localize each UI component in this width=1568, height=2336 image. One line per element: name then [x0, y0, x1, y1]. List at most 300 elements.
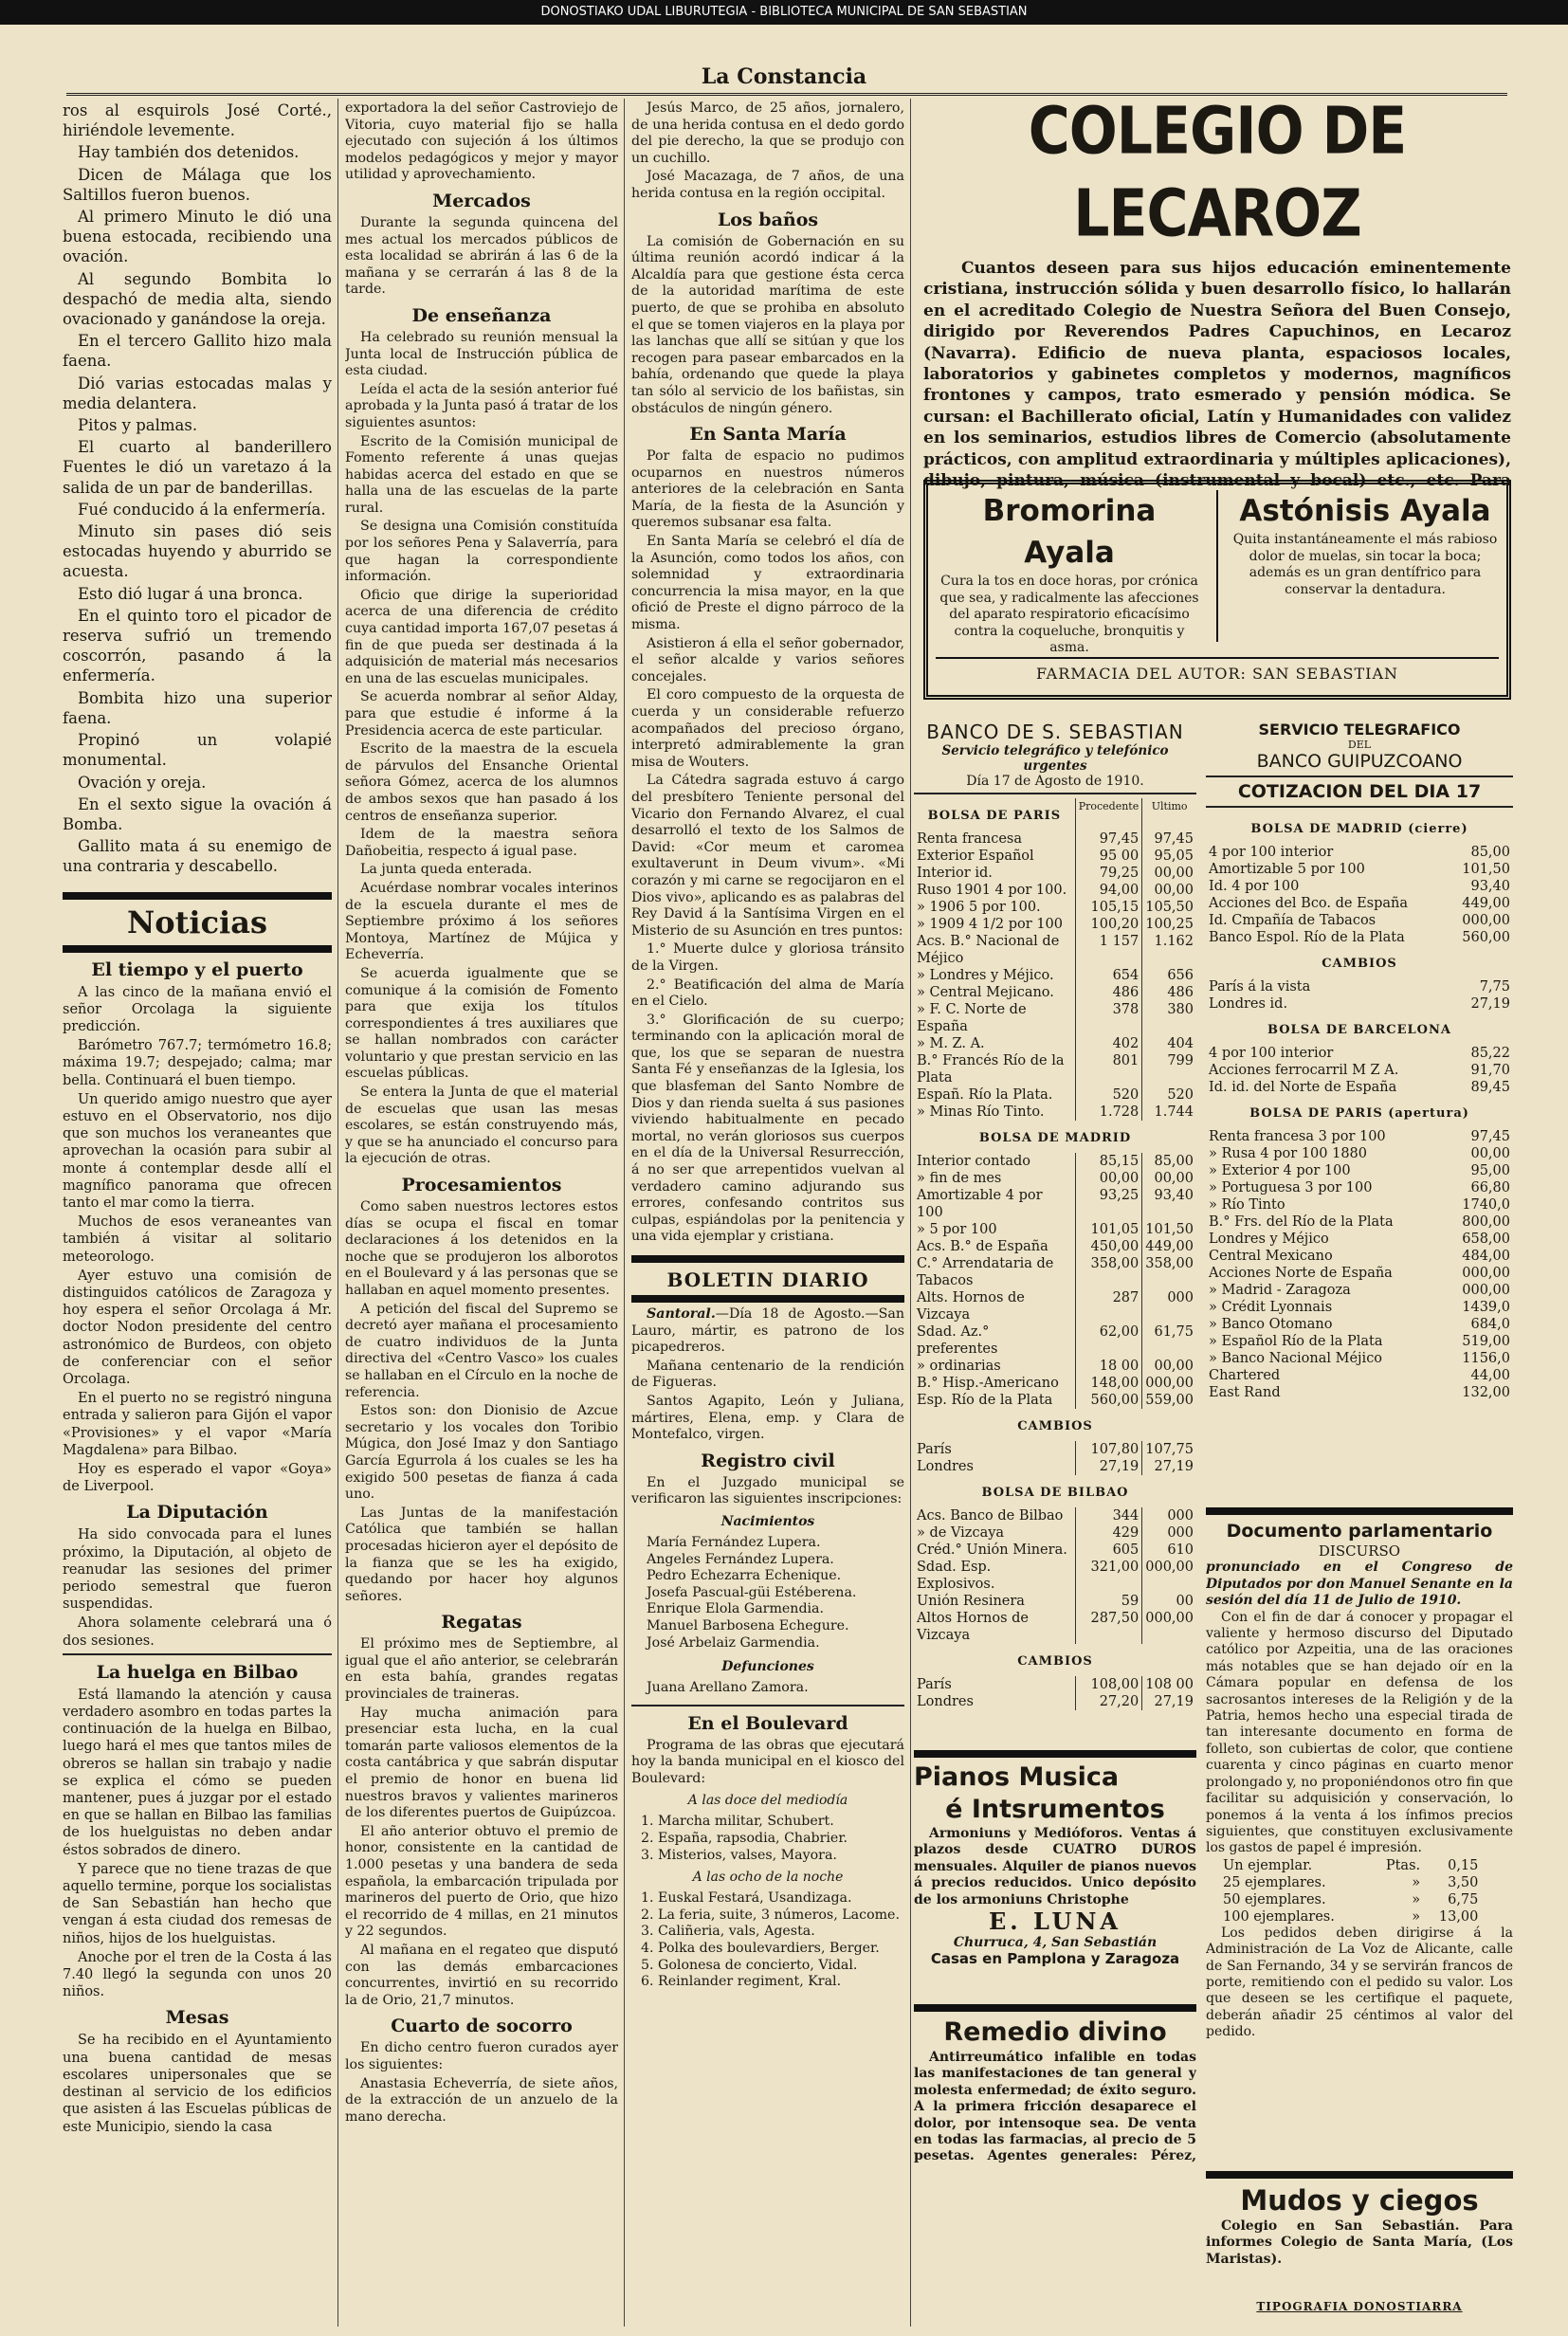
banco-subtitle: Servicio telegráfico y telefónico	[941, 743, 1169, 758]
list-item: Manuel Barbosena Echegure.	[647, 1617, 849, 1633]
list-item: 4. Polka des boulevardiers, Berger.	[641, 1941, 880, 1957]
article-text: Dicen de Málaga que los Saltillos fueron buenos.	[63, 165, 332, 204]
table-value-cell: 00,00	[1142, 865, 1196, 882]
article-text: Oficio que dirige la superioridad acerca de una diferencia de crédito cuya cantidad importa 167,07 pesetas á fin de que pueda ser destinada á la adquisición de material más necesarios en una de las escuelas municipales.	[345, 587, 618, 686]
article-text: El año anterior obtuvo el premio de honor, consistente en la cantidad de 1.000 pesetas y una bandera de seda española, la embarcación tripulada por marineros del puerto de Orio, que hizo el recorrido de 4 millas, en 21 minutos y 22 segundos.	[345, 1823, 618, 1940]
article-text: Bombita hizo una superior faena.	[63, 688, 332, 727]
section-divider	[63, 892, 332, 900]
table-value-cell: 95,00	[1470, 1163, 1510, 1178]
table-value-cell: 000,00	[1462, 913, 1510, 928]
imprint: TIPOGRAFIA DONOSTIARRA	[1256, 2300, 1463, 2313]
table-label-cell: Londres	[917, 1694, 974, 1709]
subheading-noon: A las doce del mediodía	[687, 1793, 848, 1809]
table-label-cell: Alts. Hornos de Vizcaya	[917, 1290, 1025, 1323]
heading-boulevard: En el Boulevard	[687, 1712, 848, 1734]
table-row	[1206, 929, 1513, 946]
table-row	[914, 1524, 1196, 1542]
lecaroz-title: COLEGIO DE LECAROZ	[1028, 100, 1407, 252]
table-label-cell: Londres id.	[1209, 996, 1288, 1012]
remedio-ad	[914, 2004, 1196, 2165]
article-text: Ahora solamente celebrará una ó dos sesiones.	[63, 1615, 332, 1649]
article-text: Ayer estuvo una comisión de distinguidos católicos de Zaragoza y hoy espera el señor Orcolaga á Mr. doctor Nodon presidente del centro astronómico de Burdeos, con objeto de conferenciar con el señor Orcolaga.	[63, 1268, 332, 1387]
table-row	[914, 865, 1196, 882]
table-row	[914, 1542, 1196, 1559]
table-row	[914, 882, 1196, 899]
table-value-cell: 658,00	[1462, 1232, 1510, 1247]
article-text: 1.° Muerte dulce y gloriosa tránsito de la Virgen.	[631, 941, 904, 974]
table-label-cell: B.° Francés Río de la Plata	[917, 1053, 1065, 1086]
banco-guipuzcoano	[1206, 721, 1513, 1500]
table-label-cell: Créd.° Unión Minera.	[917, 1542, 1067, 1558]
table-value-cell: 3,50	[1448, 1874, 1479, 1890]
guip-title: BANCO GUIPUZCOANO	[1256, 751, 1463, 772]
table-row	[914, 1676, 1196, 1693]
table-label-cell: » Minas Río Tinto.	[917, 1104, 1045, 1120]
table-label-cell: » Río Tinto	[1209, 1197, 1285, 1213]
pianos-title: é Intsrumentos	[945, 1795, 1165, 1824]
article-text: Dió varias estocadas malas y media delantera.	[63, 374, 332, 412]
table-value-cell: 101,05	[1075, 1221, 1142, 1238]
article-text: —Día 18 de Agosto.—San Lauro, mártir, es patrono de los picapedreros.	[631, 1306, 904, 1356]
table-value-cell: 108 00	[1142, 1676, 1196, 1693]
table-value-cell: 79,25	[1075, 865, 1142, 882]
table-row	[1206, 861, 1513, 878]
program-list	[631, 1814, 904, 1864]
table-value-cell: 000,00	[1142, 1610, 1196, 1644]
table-row	[914, 1593, 1196, 1610]
table-label-cell: 25 ejemplares.	[1223, 1874, 1326, 1890]
program-list	[631, 1890, 904, 1991]
divider	[914, 1750, 1196, 1758]
table-value-cell: 13,00	[1438, 1908, 1479, 1925]
article-text: Fué conducido á la enfermería.	[78, 500, 326, 519]
table-value-cell: 656	[1142, 967, 1196, 984]
column-3	[631, 100, 904, 2327]
article-text: Se acuerda igualmente que se comunique á la comisión de Fomento para que exija los títulos correspondientes á tres auxiliares que se hallan nombrados con carácter voluntario y que prestan servicio en las escuelas públicas.	[345, 965, 618, 1082]
table-value-cell: 380	[1142, 1001, 1196, 1035]
article-text: Al segundo Bombita lo despachó de media alta, siendo ovacionado y ganándose la oreja.	[63, 269, 332, 329]
column-header: BOLSA DE PARIS	[927, 809, 1062, 823]
table-value-cell: 559,00	[1142, 1392, 1196, 1409]
table-value-cell: 00,00	[1142, 1358, 1196, 1375]
table-label-cell: Esp. Río de la Plata	[917, 1393, 1053, 1408]
heading-boletin: BOLETIN DIARIO	[666, 1268, 869, 1291]
table-value-cell: 107,80	[1075, 1441, 1142, 1458]
article-text: Muchos de esos veraneantes van también á visitar al solitario meteorologo.	[63, 1214, 332, 1265]
remedio-text: Antirreumático infalible en todas las manifestaciones de tan general y molesta enfermedad; de éxito seguro. A la primera fricción desaparece el dolor, por intensoque sea. De venta en todas las farmacias, al precio de 5 pesetas. Agentes generales: Pérez,	[914, 2050, 1196, 2164]
table-row	[914, 1035, 1196, 1052]
table-value-cell: 100,20	[1075, 916, 1142, 933]
article-text: El próximo mes de Septiembre, al igual que el año anterior, se celebrarán en esta bahía, grandes regatas provinciales de traineras.	[345, 1636, 618, 1703]
table-value-cell: 59	[1075, 1593, 1142, 1610]
mudos-text: Colegio en San Sebastián. Para informes Colegio de Santa María, (Los Maristas).	[1206, 2218, 1513, 2267]
table-label-cell: Españ. Río la Plata.	[917, 1087, 1053, 1103]
table-row	[914, 1187, 1196, 1221]
column-rule	[337, 99, 338, 2327]
table-value-cell: 1740,0	[1462, 1197, 1510, 1213]
table-label-cell: París á la vista	[1209, 979, 1311, 995]
article-text: Como saben nuestros lectores estos días se ocupa el fiscal en tomar declaraciones á los detenidos en la noche que se produjeron los alborotos en el Boulevard y á las personas que se hallaban en aquel momento presentes.	[345, 1199, 618, 1298]
table-row	[1206, 1145, 1513, 1162]
article-text: Idem de la maestra señora Dañobeitia, respecto á igual pase.	[345, 827, 618, 859]
list-item: Pedro Echezarra Echenique.	[647, 1568, 842, 1584]
article-text: El coro compuesto de la orquesta de cuerda y un considerable refuerzo acompañados del precioso órgano, interpretó admirablemente la gran misa de Wouters.	[631, 687, 904, 770]
table-label-cell: » Crédit Lyonnais	[1209, 1300, 1333, 1315]
table-row	[914, 848, 1196, 865]
article-text: exportadora la del señor Castroviejo de Vitoria, cuyo material fijo se halla ejecutado con sujeción á los últimos modelos pedagógicos y mejor y mayor utilidad y aprovechamiento.	[345, 100, 618, 183]
pianos-ad	[914, 1750, 1196, 1987]
article-text: 3.° Glorificación de su cuerpo; terminando con la aplicación moral de que, los que se separan de nuestra Santa Fé y enseñanzas de la Iglesia, los que blasfeman del Santo Nombre de Dios y dan rienda suelta á sus pasiones viviendo habitualmente en pecado mortal, no verán gloriosos sus cuerpos en el día de la Universal Resurrección, á no ser que arrepentidos vuelvan al verdadero camino adjurando sus errores, confesando contritos sus culpas, espiándolas por la penitencia y una vida ejemplar y cristiana.	[631, 1012, 904, 1245]
table-section-header: CAMBIOS	[1017, 1654, 1093, 1669]
table-label-cell: » de Vizcaya	[917, 1525, 1005, 1541]
table-value-cell: 00,00	[1142, 1170, 1196, 1187]
table-value-cell: 287	[1075, 1289, 1142, 1323]
article-text: En Santa María se celebró el día de la Asunción, como todos los años, con solemnidad y extraordinaria concurrencia la misa mayor, en la que ofició de Preste el digno párroco de la misma.	[631, 534, 904, 633]
table-value-cell: 000,00	[1142, 1559, 1196, 1593]
table-label-cell: Id. 4 por 100	[1209, 879, 1300, 894]
table-label-cell: París	[917, 1442, 952, 1457]
table-value-cell: 287,50	[1075, 1610, 1142, 1644]
list-item: Enrique Elola Garmendia.	[647, 1601, 825, 1617]
table-value-cell: 486	[1142, 984, 1196, 1001]
table-label-cell: Acs. Banco de Bilbao	[917, 1508, 1064, 1524]
table-value-cell: 484,00	[1462, 1249, 1510, 1264]
table-row	[1206, 1367, 1513, 1384]
table-row	[914, 1086, 1196, 1104]
table-row	[914, 1693, 1196, 1710]
pharmacy-footer: FARMACIA DEL AUTOR: SAN SEBASTIAN	[936, 657, 1499, 683]
table-value-cell: 105,50	[1142, 899, 1196, 916]
divider	[1206, 806, 1513, 808]
article-text: Ha celebrado su reunión mensual la Junta local de Instrucción pública de esta ciudad.	[345, 329, 618, 379]
table-row	[914, 1170, 1196, 1187]
table-label-cell: Altos Hornos de Vizcaya	[917, 1611, 1030, 1643]
table-value-cell: 7,75	[1479, 979, 1510, 995]
table-label-cell: Central Mexicano	[1209, 1249, 1333, 1264]
table-section-header: BOLSA DE BARCELONA	[1267, 1023, 1451, 1037]
table-label-cell: Banco Espol. Río de la Plata	[1209, 930, 1405, 945]
section-divider	[631, 1255, 904, 1263]
heading-defunciones: Defunciones	[721, 1659, 814, 1675]
table-value-cell: 66,80	[1470, 1180, 1510, 1195]
table-row	[914, 1323, 1196, 1358]
guip-title: DEL	[1347, 739, 1372, 751]
table-row	[1206, 844, 1513, 861]
article-text: Jesús Marco, de 25 años, jornalero, de una herida contusa en el dedo gordo del pie derecho, la que se produjo con un cuchillo.	[631, 100, 904, 166]
table-section-header: BOLSA DE MADRID	[978, 1131, 1132, 1145]
doc-subtitle: DISCURSO	[1318, 1542, 1401, 1560]
table-value-cell: 654	[1075, 967, 1142, 984]
table-value-cell: 358,00	[1142, 1255, 1196, 1289]
table-value-cell: 148,00	[1075, 1375, 1142, 1392]
ayala-ad	[923, 480, 1511, 700]
list-item: 2. La feria, suite, 3 números, Lacome.	[641, 1907, 900, 1923]
article-text: Estos son: don Dionisio de Azcue secretario y los vocales don Toribio Múgica, don José Imaz y don Santiago García Egurrola á los cuales se les ha exigido 500 pesetas de fianza á cada uno.	[345, 1403, 618, 1503]
article-text: Ovación y oreja.	[78, 773, 207, 792]
table-value-cell: »	[1412, 1874, 1421, 1890]
bromorina-title: Bromorina Ayala	[982, 494, 1157, 570]
divider	[1206, 1507, 1513, 1515]
heading-santa-maria: En Santa María	[689, 424, 847, 446]
guip-table	[1206, 812, 1513, 1401]
table-row	[1206, 1248, 1513, 1265]
table-value-cell: 801	[1075, 1052, 1142, 1086]
table-label-cell: Unión Resinera	[917, 1594, 1025, 1609]
table-row	[1206, 1316, 1513, 1333]
table-row	[1206, 878, 1513, 895]
article-text: Hay también dos detenidos.	[78, 143, 300, 162]
table-row	[1206, 895, 1513, 912]
table-row	[914, 1610, 1196, 1644]
heading-mercados: Mercados	[432, 190, 531, 211]
table-label-cell: East Rand	[1209, 1385, 1281, 1400]
banco-subtitle: urgentes	[1023, 758, 1087, 774]
list-item: 1. Marcha militar, Schubert.	[641, 1814, 834, 1830]
article-text: Ha sido convocada para el lunes próximo, la Diputación, al objeto de reanudar las sesiones del primer periodo semestral que fueron suspendidas.	[63, 1527, 332, 1613]
pianos-brand: E. LUNA	[988, 1907, 1122, 1936]
table-value-cell: 27,19	[1470, 996, 1510, 1012]
table-value-cell: 132,00	[1462, 1385, 1510, 1400]
table-value-cell: 000,00	[1462, 1283, 1510, 1298]
table-row	[1206, 1265, 1513, 1282]
article-text: José Macazaga, de 7 años, de una herida contusa en la región occipital.	[631, 169, 904, 201]
table-row	[914, 1238, 1196, 1255]
article-text: En dicho centro fueron curados ayer los siguientes:	[345, 2040, 618, 2072]
table-label-cell: » Central Mejicano.	[917, 985, 1054, 1000]
table-value-cell: 89,45	[1470, 1080, 1510, 1095]
table-value-cell: 27,19	[1142, 1458, 1196, 1475]
table-label-cell: » 5 por 100	[917, 1222, 997, 1237]
table-value-cell: 610	[1142, 1542, 1196, 1559]
table-value-cell: 000	[1142, 1524, 1196, 1542]
table-value-cell: 605	[1075, 1542, 1142, 1559]
divider	[631, 1705, 904, 1706]
table-value-cell: 321,00	[1075, 1559, 1142, 1593]
heading-banos: Los baños	[717, 209, 819, 230]
list-item: Angeles Fernández Lupera.	[647, 1551, 834, 1567]
divider	[914, 793, 1196, 794]
article-text: Se designa una Comisión constituída por los señores Pena y Salaverría, para que hagan la correspondiente información.	[345, 519, 618, 585]
table-value-cell: 1.728	[1075, 1104, 1142, 1121]
table-label-cell: » Banco Otomano	[1209, 1317, 1333, 1332]
section-divider	[631, 1295, 904, 1303]
article-text: Al mañana en el regateo que disputó con las demás embarcaciones concurrentes, invirtió en su recorrido la de Orio, 21,7 minutos.	[345, 1942, 618, 2008]
table-value-cell: 107,75	[1142, 1441, 1196, 1458]
table-label-cell: Acs. B.° Nacional de Méjico	[917, 934, 1060, 966]
article-text: Pitos y palmas.	[78, 416, 198, 435]
table-value-cell: 100,25	[1142, 916, 1196, 933]
article-text: 2.° Beatificación del alma de María en el Cielo.	[631, 976, 904, 1010]
banco-san-sebastian	[914, 721, 1196, 1744]
table-row	[1206, 1231, 1513, 1248]
table-value-cell: 93,40	[1142, 1187, 1196, 1221]
article-text: La comisión de Gobernación en su última reunión acordó indicar á la Alcaldía para que gestione ésta cerca de la autoridad marítima de este puerto, de que se prohiba en absoluto el que se tomen viajeros en la playa por las lanchas que allí se sitúan y que los recogen para pasear embarcados en la bahía, ordenando que quede la playa tan sólo al servicio de los bañistas, sin obstáculos de ningún género.	[631, 233, 904, 416]
doc-body: Los pedidos deben dirigirse á la Administración de La Voz de Alicante, calle de San Fernando, 34 y se servirán francos de porte, remitiendo con el pedido su valor. Los que deseen se les certifique el paquete, deberán añadir 25 céntimos al valor del pedido.	[1206, 1925, 1513, 2040]
lecaroz-body: Cuantos deseen para sus hijos educación eminentemente cristiana, instrucción sólida y buen desarrollo físico, lo hallarán en el acreditado Colegio de Nuestra Señora del Buen Consejo, dirigido por Reverendos Padres Capuchinos, en Lecaroz (Navarra). Edificio de nueva planta, espaciosos locales, laboratorios y gabinetes completos y modernos, magníficos frontones y campos, trato esmerado y pensión módica. Se cursan: el Bachillerato oficial, Latín y Humanidades con validez en los seminarios, estudios libres de Comercio (absolutamente prácticos, con amplitud extraordinaria y múltiples aplicaciones), dibujo, pintura, música (instrumental y bocal) etc., etc. Para	[923, 259, 1511, 489]
list-item: Juana Arellano Zamora.	[647, 1680, 809, 1696]
table-value-cell: 450,00	[1075, 1238, 1142, 1255]
section-title-noticias: Noticias	[127, 903, 267, 940]
article-text: Gallito mata á su enemigo de una contraria y descabello.	[63, 837, 332, 876]
table-row	[914, 1507, 1196, 1524]
table-value-cell: 6,75	[1448, 1891, 1479, 1907]
article-text: Hoy es esperado el vapor «Goya» de Liverpool.	[63, 1462, 332, 1495]
article-text: En el quinto toro el picador de reserva sufrió un tremendo coscorrón, pasando á la enfermería.	[63, 606, 332, 685]
table-row	[914, 1559, 1196, 1593]
table-row	[914, 899, 1196, 916]
pianos-text: Armoniuns y Medióforos. Ventas á plazos desde CUATRO DUROS mensuales. Alquiler de pianos nuevos á precios reducidos. Unico depósito de los armoniuns Christophe	[914, 1826, 1196, 1907]
divider	[63, 1653, 332, 1655]
article-text: Anastasia Echeverría, de siete años, de la extracción de un anzuelo de la mano derecha.	[345, 2075, 618, 2125]
table-label-cell: » Español Río de la Plata	[1209, 1334, 1383, 1349]
table-section-header: BOLSA DE PARIS (apertura)	[1249, 1106, 1469, 1121]
table-value-cell: 108,00	[1075, 1676, 1142, 1693]
table-value-cell: 1.744	[1142, 1104, 1196, 1121]
article-text: A petición del fiscal del Supremo se decretó ayer mañana el procesamiento de cuatro individuos de la Junta directiva del «Centro Vasco» los cuales se hallaban en el Círculo en la noche de referencia.	[345, 1301, 618, 1400]
article-text: Un querido amigo nuestro que ayer estuvo en el Observatorio, nos dijo que son muchos los veraneantes que aprovechan la ocasión para subir al monte á contemplar desde allí el magnífico panorama que ofrecen tanto el mar como la tierra.	[63, 1091, 332, 1211]
column-header: Ultimo	[1142, 798, 1196, 830]
table-row	[1206, 1128, 1513, 1145]
article-text: En el puerto no se registró ninguna entrada y salieron para Gijón el vapor «Provisiones» y el vapor «María Magdalena» para Bilbao.	[63, 1391, 332, 1458]
paris-table	[914, 798, 1196, 1710]
table-value-cell: 97,45	[1142, 830, 1196, 848]
article-text: El cuarto al banderillero Fuentes le dió un varetazo á la salida de un par de banderillas.	[63, 438, 332, 497]
article-text: Santos Agapito, León y Juliana, mártires, Elena, emp. y Clara de Montefalco, virgen.	[631, 1393, 904, 1443]
divider	[1206, 2171, 1513, 2179]
table-value-cell: 00,00	[1470, 1146, 1510, 1161]
table-label-cell: B.° Hisp.-Americano	[917, 1376, 1059, 1391]
table-row	[914, 1289, 1196, 1323]
table-row	[1206, 995, 1513, 1013]
banco-date: Día 17 de Agosto de 1910.	[966, 774, 1144, 789]
table-value-cell: 520	[1142, 1086, 1196, 1104]
table-section-header: CAMBIOS	[1017, 1419, 1093, 1433]
divider	[1206, 776, 1513, 777]
heading-procesamientos: Procesamientos	[401, 1175, 562, 1196]
table-label-cell: 100 ejemplares.	[1223, 1908, 1335, 1925]
article-text: Esto dió lugar á una bronca.	[78, 584, 303, 603]
table-row	[1206, 1214, 1513, 1231]
table-value-cell: 27,19	[1075, 1458, 1142, 1475]
article-text: En el Juzgado municipal se verificaron las siguientes inscripciones:	[631, 1474, 904, 1507]
table-value-cell: 95,05	[1142, 848, 1196, 865]
article-text: Se ha recibido en el Ayuntamiento una buena cantidad de mesas escolares unipersonales que se destinan al servicio de los edificios que asisten á las Escuelas públicas de este Municipio, siendo la casa	[63, 2033, 332, 2135]
table-value-cell: 684,0	[1470, 1317, 1510, 1332]
documento-parlamentario	[1206, 1504, 1513, 2167]
table-value-cell: 61,75	[1142, 1323, 1196, 1358]
table-value-cell: 1439,0	[1462, 1300, 1510, 1315]
table-label-cell: Acciones Norte de España	[1209, 1266, 1393, 1281]
table-label-cell: » 1909 4 1/2 por 100	[917, 917, 1063, 932]
pianos-address: Churruca, 4, San Sebastián	[953, 1935, 1158, 1951]
table-value-cell: 94,00	[1075, 882, 1142, 899]
table-label-cell: » Madrid - Zaragoza	[1209, 1283, 1351, 1298]
table-value-cell: 97,45	[1470, 1129, 1510, 1144]
table-value-cell: 0,15	[1448, 1857, 1479, 1873]
table-row	[914, 1153, 1196, 1170]
table-row	[1206, 1196, 1513, 1214]
column-header: Procedente	[1075, 798, 1142, 830]
table-value-cell: 000	[1142, 1289, 1196, 1323]
table-label-cell: Londres	[917, 1459, 974, 1474]
article-text: Y parece que no tiene trazas de que aquello termine, porque los socialistas de San Sebastián han hecho que vengan á esta ciudad dos remesas de niños, hijos de los huelguistas.	[63, 1861, 332, 1946]
article-text: Se entera la Junta de que el material de escuelas que usan las mesas escolares, se están construyendo más, y que se ha anunciado el concurso para la ejecución de otras.	[345, 1085, 618, 1167]
table-row	[1206, 1162, 1513, 1179]
pianos-title: Pianos Musica	[914, 1762, 1120, 1792]
list-item: 2. España, rapsodia, Chabrier.	[641, 1831, 848, 1847]
table-row	[1206, 1062, 1513, 1079]
table-label-cell: Id. Cmpañía de Tabacos	[1209, 913, 1377, 928]
table-section-header: BOLSA DE MADRID (cierre)	[1250, 822, 1468, 836]
table-value-cell: 1.162	[1142, 933, 1196, 967]
article-text: En el sexto sigue la ovación á Bomba.	[63, 794, 332, 833]
guip-cotizacion: COTIZACION DEL DIA 17	[1237, 781, 1482, 802]
table-value-cell: 000,00	[1462, 1266, 1510, 1281]
table-value-cell: 97,45	[1075, 830, 1142, 848]
table-label-cell: 4 por 100 interior	[1209, 1046, 1334, 1061]
table-value-cell: 101,50	[1142, 1221, 1196, 1238]
table-value-cell: 560,00	[1462, 930, 1510, 945]
table-label-cell: » ordinarias	[917, 1359, 1001, 1374]
table-row	[914, 1001, 1196, 1035]
table-row	[1206, 1282, 1513, 1299]
table-value-cell: 404	[1142, 1035, 1196, 1052]
table-label-cell: Exterior Español	[917, 849, 1034, 864]
table-value-cell: 560,00	[1075, 1392, 1142, 1409]
table-row	[914, 1255, 1196, 1289]
table-value-cell: 93,25	[1075, 1187, 1142, 1221]
table-value-cell: 520	[1075, 1086, 1142, 1104]
table-label-cell: Chartered	[1209, 1368, 1281, 1383]
table-value-cell: 1156,0	[1462, 1351, 1510, 1366]
table-row	[1206, 912, 1513, 929]
article-text: Se acuerda nombrar al señor Alday, para que estudie é informe á la Presidencia acerca de este particular.	[345, 689, 618, 739]
table-label-cell: Amortizable 5 por 100	[1209, 862, 1365, 877]
heading-registro: Registro civil	[701, 1450, 835, 1471]
table-label-cell: Renta francesa 3 por 100	[1209, 1129, 1386, 1144]
table-row	[1206, 978, 1513, 995]
list-item: María Fernández Lupera.	[647, 1534, 821, 1550]
table-row	[914, 1375, 1196, 1392]
table-value-cell: 519,00	[1462, 1334, 1510, 1349]
guip-title: SERVICIO TELEGRAFICO	[1258, 721, 1461, 739]
table-row	[1206, 1179, 1513, 1196]
table-row	[1206, 1350, 1513, 1367]
list-item: Josefa Pascual-güi Estéberena.	[647, 1584, 857, 1600]
heading-ensenanza: De enseñanza	[411, 304, 552, 326]
table-label-cell: Id. id. del Norte de España	[1209, 1080, 1397, 1095]
column-rule	[910, 99, 911, 2327]
table-label-cell: Un ejemplar.	[1223, 1857, 1313, 1873]
table-value-cell: 449,00	[1462, 896, 1510, 911]
table-label-cell: París	[917, 1677, 952, 1692]
mudos-title: Mudos y ciegos	[1240, 2184, 1479, 2217]
article-text: La junta queda enterada.	[360, 862, 533, 878]
article-text: Minuto sin pases dió seis estocadas huyendo y aburrido se acuesta.	[63, 522, 332, 581]
table-label-cell: Interior contado	[917, 1154, 1030, 1169]
table-value-cell: 95 00	[1075, 848, 1142, 865]
table-value-cell: 18 00	[1075, 1358, 1142, 1375]
article-text: Leída el acta de la sesión anterior fué aprobada y la Junta pasó á tratar de los siguientes asuntos:	[345, 381, 618, 430]
masthead-rule	[66, 93, 1507, 96]
table-row	[1220, 1874, 1481, 1891]
table-row	[914, 984, 1196, 1001]
table-label-cell: » Banco Nacional Méjico	[1209, 1351, 1383, 1366]
table-row	[914, 916, 1196, 933]
article-text: Mañana centenario de la rendición de Figueras.	[631, 1358, 904, 1391]
table-value-cell: 000,00	[1142, 1375, 1196, 1392]
article-text: Hay mucha animación para presenciar esta lucha, en la cual tomarán parte valiosos elementos de la costa cantábrica y que sabrán disputar el premio de honor en buena lid nuestros bravos y valientes marineros de los diferentes puertos de Guipúzcoa.	[345, 1705, 618, 1821]
